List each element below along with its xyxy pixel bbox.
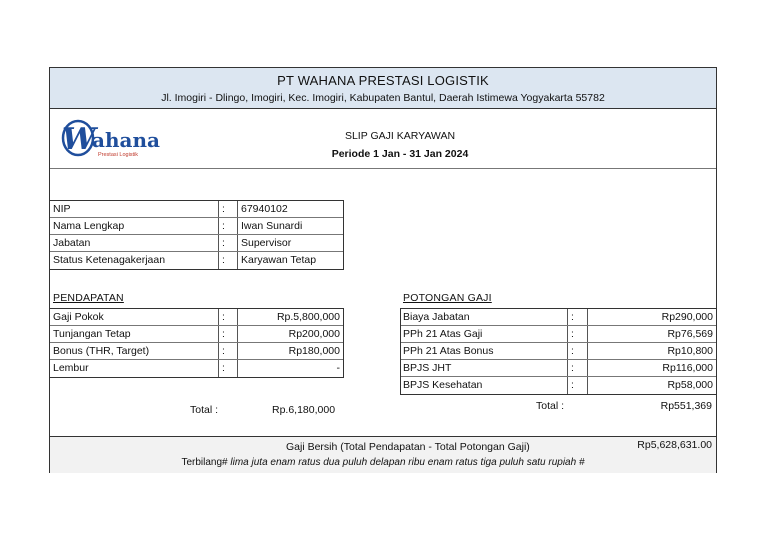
company-name: PT WAHANA PRESTASI LOGISTIK	[277, 73, 489, 88]
employee-field-value: Supervisor	[241, 237, 292, 249]
income-item-value: -	[336, 362, 340, 374]
table-row	[50, 343, 343, 360]
deduction-item-label: BPJS JHT	[403, 362, 452, 374]
field-separator: :	[571, 362, 574, 374]
deduction-item-label: PPh 21 Atas Bonus	[403, 345, 494, 357]
table-row	[50, 201, 343, 218]
net-salary-value: Rp5,628,631.00	[637, 439, 712, 451]
field-separator: :	[222, 345, 225, 357]
employee-info-table	[50, 200, 344, 270]
logo-word: ahana	[92, 128, 160, 152]
net-salary-label: Gaji Bersih (Total Pendapatan - Total Potongan Gaji)	[286, 441, 530, 453]
table-row	[50, 235, 343, 252]
net-salary-footer	[50, 436, 716, 473]
employee-field-label: Jabatan	[53, 237, 91, 249]
deductions-table	[400, 308, 716, 395]
slip-title: SLIP GAJI KARYAWAN	[344, 130, 456, 142]
header-divider	[50, 168, 716, 169]
income-item-value: Rp.5,800,000	[276, 311, 340, 323]
field-separator: :	[222, 254, 225, 266]
deductions-heading: POTONGAN GAJI	[403, 292, 492, 304]
income-item-label: Bonus (THR, Target)	[53, 345, 150, 357]
deduction-item-label: Biaya Jabatan	[403, 311, 470, 323]
deduction-item-label: PPh 21 Atas Gaji	[403, 328, 483, 340]
slip-period: Periode 1 Jan - 31 Jan 2024	[331, 148, 469, 160]
deduction-item-value: Rp10,800	[667, 345, 713, 357]
deduction-item-value: Rp58,000	[667, 379, 713, 391]
table-row	[401, 343, 716, 360]
deductions-total-value: Rp551,369	[660, 400, 712, 412]
company-header	[50, 68, 716, 109]
employee-field-value: Iwan Sunardi	[241, 220, 303, 232]
wahana-logo-icon	[58, 116, 168, 162]
field-separator: :	[222, 237, 225, 249]
employee-field-label: Nama Lengkap	[53, 220, 125, 232]
table-row	[50, 309, 343, 326]
income-item-label: Gaji Pokok	[53, 311, 104, 323]
field-separator: :	[222, 362, 225, 374]
table-row	[50, 360, 343, 377]
company-address: Jl. Imogiri - Dlingo, Imogiri, Kec. Imogiri, Kabupaten Bantul, Daerah Istimewa Yogyakarta 55782	[161, 92, 605, 104]
company-logo	[58, 116, 168, 162]
field-separator: :	[571, 345, 574, 357]
employee-field-value: Karyawan Tetap	[241, 254, 317, 266]
income-item-value: Rp180,000	[288, 345, 340, 357]
deductions-total-label: Total :	[536, 400, 565, 412]
employee-field-label: Status Ketenagakerjaan	[53, 254, 166, 266]
income-item-value: Rp200,000	[288, 328, 340, 340]
amount-in-words	[50, 457, 716, 468]
field-separator: :	[222, 328, 225, 340]
deduction-item-value: Rp116,000	[662, 362, 713, 374]
field-separator: :	[571, 379, 574, 391]
amount-in-words-prefix: Terbilang#	[181, 457, 228, 468]
field-separator: :	[571, 328, 574, 340]
table-row	[50, 252, 343, 269]
table-row	[50, 326, 343, 343]
income-item-label: Lembur	[53, 362, 89, 374]
table-row	[401, 326, 716, 343]
employee-field-value: 67940102	[241, 203, 288, 215]
income-total-label: Total :	[190, 404, 219, 416]
deduction-item-value: Rp290,000	[661, 311, 713, 323]
amount-in-words-text: lima juta enam ratus dua puluh delapan ribu enam ratus tiga puluh satu rupiah #	[230, 457, 585, 468]
employee-field-label: NIP	[53, 203, 71, 215]
field-separator: :	[222, 220, 225, 232]
deduction-item-label: BPJS Kesehatan	[403, 379, 483, 391]
salary-slip	[49, 67, 717, 473]
field-separator: :	[222, 311, 225, 323]
deduction-item-value: Rp76,569	[667, 328, 713, 340]
field-separator: :	[222, 203, 225, 215]
logo-initial: W	[62, 122, 96, 157]
table-row	[50, 218, 343, 235]
logo-tagline: Prestasi Logistik	[98, 152, 139, 158]
income-item-label: Tunjangan Tetap	[53, 328, 131, 340]
income-table	[50, 308, 344, 378]
table-row	[401, 377, 716, 394]
table-row	[401, 309, 716, 326]
table-row	[401, 360, 716, 377]
field-separator: :	[571, 311, 574, 323]
income-total-value: Rp.6,180,000	[272, 404, 336, 416]
income-heading: PENDAPATAN	[53, 292, 124, 304]
